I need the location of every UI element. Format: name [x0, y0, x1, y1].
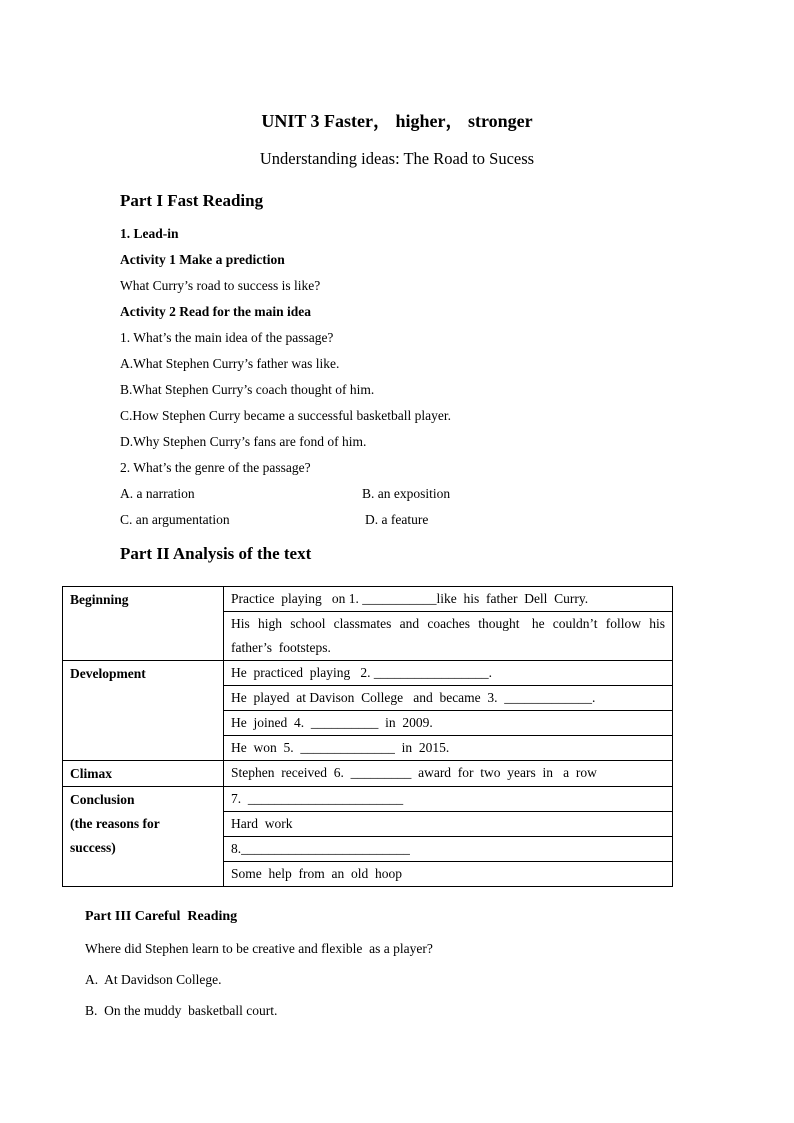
part3-question: Where did Stephen learn to be creative and flexible as a player? — [85, 941, 433, 956]
part2-heading: Part II Analysis of the text — [120, 544, 312, 563]
page-subtitle: Understanding ideas: The Road to Sucess — [259, 149, 535, 168]
q1-option-b: B.What Stephen Curry’s coach thought of him. — [120, 382, 375, 397]
part3-option-a: A. At Davidson College. — [85, 972, 222, 987]
question-1: 1. What’s the main idea of the passage? — [120, 330, 334, 345]
table-cell: He played at Davison College and became 3. _____________. — [224, 686, 673, 711]
table-cell: He practiced playing 2. _________________. — [224, 661, 673, 686]
row-category-development: Development — [63, 661, 224, 761]
table-cell: Some help from an old hoop — [224, 862, 673, 887]
table-cell: 8._________________________ — [224, 837, 673, 862]
table-row — [63, 587, 673, 612]
table-row — [63, 661, 673, 686]
table-cell: He won 5. ______________ in 2015. — [224, 736, 673, 761]
part3-heading: Part III Careful Reading — [85, 909, 238, 924]
page-title: UNIT 3 Faster， higher， stronger — [261, 111, 533, 131]
q2-option-b: B. an exposition — [362, 486, 451, 501]
row-category-beginning: Beginning — [63, 587, 224, 661]
question-2: 2. What’s the genre of the passage? — [120, 460, 311, 475]
row-category-climax: Climax — [63, 761, 224, 787]
activity1-question: What Curry’s road to success is like? — [120, 278, 321, 293]
table-cell: Stephen received 6. _________ award for two years in a row — [224, 761, 673, 787]
row-category-conclusion: Conclusion (the reasons for success) — [63, 787, 224, 887]
q1-option-d: D.Why Stephen Curry’s fans are fond of him. — [120, 434, 367, 449]
table-row — [63, 761, 673, 787]
table-cell: 7. _______________________ — [224, 787, 673, 812]
part1-heading: Part I Fast Reading — [120, 191, 264, 210]
activity1-label: Activity 1 Make a prediction — [120, 252, 285, 267]
activity2-label: Activity 2 Read for the main idea — [120, 304, 311, 319]
table-cell: Hard work — [224, 812, 673, 837]
q2-option-d: D. a feature — [365, 512, 429, 527]
table-cell: His high school classmates and coaches thought he couldn’t follow his father’s footsteps. — [224, 612, 673, 661]
q2-option-a: A. a narration — [120, 486, 195, 501]
q1-option-a: A.What Stephen Curry’s father was like. — [120, 356, 340, 371]
table-row — [63, 787, 673, 812]
table-cell: He joined 4. __________ in 2009. — [224, 711, 673, 736]
analysis-table — [62, 586, 673, 887]
q2-option-c: C. an argumentation — [120, 512, 230, 527]
q1-option-c: C.How Stephen Curry became a successful basketball player. — [120, 408, 452, 423]
table-cell: Practice playing on 1. ___________like his father Dell Curry. — [224, 587, 673, 612]
part3-option-b: B. On the muddy basketball court. — [85, 1003, 278, 1018]
leadin-label: 1. Lead-in — [120, 226, 179, 241]
